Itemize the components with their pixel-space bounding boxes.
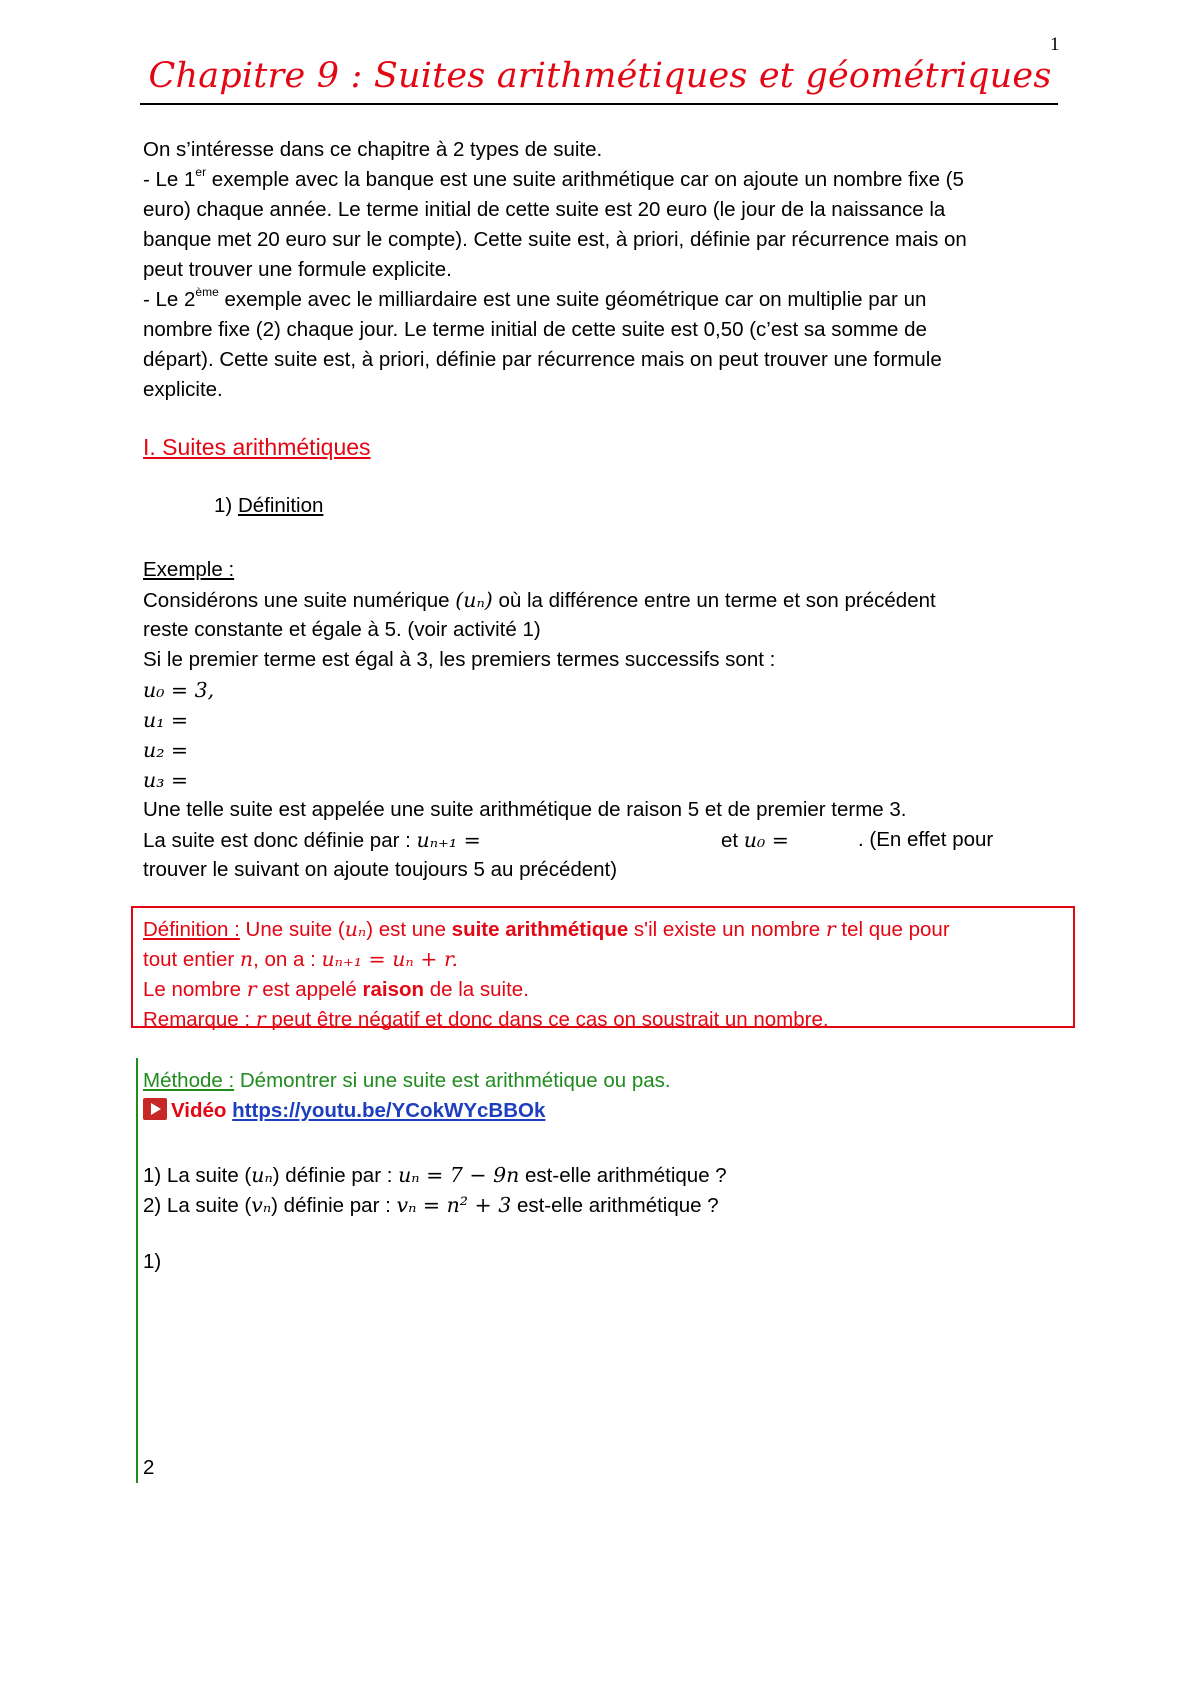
text: - Le 1	[143, 168, 196, 191]
example-line: reste constante et égale à 5. (voir activité 1)	[143, 618, 541, 641]
math: uₙ₊₁ = uₙ + r.	[321, 947, 459, 971]
intro-line: peut trouver une formule explicite.	[143, 258, 452, 281]
text: Le nombre	[143, 978, 247, 1001]
example-line: trouver le suivant on ajoute toujours 5 au précédent)	[143, 858, 618, 881]
text: tout entier	[143, 948, 240, 971]
definition-line	[143, 944, 1043, 974]
intro-line: On s’intéresse dans ce chapitre à 2 types de suite.	[143, 138, 603, 161]
math: u₀ =	[743, 828, 789, 852]
intro-paragraph	[143, 135, 1043, 405]
text: Considérons une suite numérique	[143, 589, 456, 612]
term-u2: u₂ =	[143, 738, 189, 762]
term-u1: u₁ =	[143, 708, 189, 732]
answer-1-label: 1)	[143, 1250, 162, 1273]
example-line: Si le premier terme est égal à 3, les premiers termes successifs sont :	[143, 648, 776, 671]
text: suite arithmétique	[451, 918, 629, 941]
math: vₙ = n² + 3	[396, 1193, 512, 1217]
title-underline	[140, 103, 1058, 105]
text: - Le 2	[143, 288, 196, 311]
intro-line: nombre fixe (2) chaque jour. Le terme initial de cette suite est 0,50 (c’est sa somme de	[143, 318, 927, 341]
text: peut être négatif et donc dans ce cas on soustrait un nombre.	[265, 1008, 829, 1031]
superscript: er	[195, 165, 207, 180]
subsection-number: 1)	[214, 494, 238, 517]
intro-line: banque met 20 euro sur le compte). Cette suite est, à priori, définie par récurrence mais on	[143, 228, 967, 251]
example-line: Une telle suite est appelée une suite arithmétique de raison 5 et de premier terme 3.	[143, 798, 907, 821]
method-title: Démontrer si une suite est arithmétique ou pas.	[234, 1069, 671, 1092]
term-u0: u₀ = 3,	[143, 678, 215, 702]
intro-line: euro) chaque année. Le terme initial de cette suite est 20 euro (le jour de la naissance la	[143, 198, 946, 221]
text: et	[721, 829, 744, 852]
video-link[interactable]: https://youtu.be/YCokWYcBBOk	[232, 1099, 546, 1122]
text: Une suite (	[239, 918, 345, 941]
text: tel que pour	[835, 918, 950, 941]
video-line	[143, 1096, 1043, 1130]
text: est-elle arithmétique ?	[519, 1164, 727, 1187]
method-block	[143, 1066, 1043, 1220]
text: 2) La suite (	[143, 1194, 252, 1217]
text: Remarque :	[143, 1008, 256, 1031]
subsection-title	[214, 494, 323, 518]
play-video-icon[interactable]	[143, 1098, 167, 1120]
math: uₙ₊₁ =	[416, 828, 481, 852]
superscript: ème	[195, 285, 219, 300]
method-heading	[143, 1066, 1043, 1096]
text: ) définie par :	[271, 1194, 397, 1217]
math: uₙ = 7 − 9n	[398, 1163, 520, 1187]
term-u3: u₃ =	[143, 768, 189, 792]
text: s'il existe un nombre	[628, 918, 826, 941]
text: où la différence entre un terme et son précédent	[492, 589, 936, 612]
example-line	[143, 825, 1043, 855]
text: exemple avec le milliardaire est une suite géométrique car on multiplie par un	[218, 288, 927, 311]
definition-text	[143, 914, 1043, 1034]
math: r	[255, 1007, 266, 1031]
text: ) est une	[366, 918, 452, 941]
example-block	[143, 555, 1043, 885]
text: de la suite.	[424, 978, 529, 1001]
text: ) définie par :	[272, 1164, 399, 1187]
math: uₙ	[251, 1163, 273, 1187]
blank-line	[143, 1130, 1043, 1160]
math: (uₙ)	[455, 588, 493, 612]
subsection-label: Définition	[237, 494, 324, 517]
text: raison	[362, 978, 425, 1001]
chapter-title: Chapitre 9 : Suites arithmétiques et géométriques	[148, 56, 1052, 96]
math: uₙ	[344, 917, 367, 941]
text: . (En effet pour	[858, 828, 994, 851]
text-fragment	[721, 825, 789, 856]
definition-line	[143, 974, 1043, 1004]
definition-label: Définition :	[143, 918, 240, 941]
question-2	[143, 1190, 1043, 1220]
video-label: Vidéo	[171, 1099, 227, 1122]
text: , on a :	[253, 948, 322, 971]
page-number: 1	[1050, 34, 1060, 55]
intro-line: explicite.	[143, 378, 223, 401]
text: est appelé	[256, 978, 363, 1001]
math: vₙ	[251, 1193, 272, 1217]
intro-line	[143, 285, 1043, 315]
intro-line	[143, 165, 1043, 195]
intro-line: départ). Cette suite est, à priori, définie par récurrence mais on peut trouver une formule	[143, 348, 942, 371]
method-rule	[136, 1058, 138, 1483]
method-label: Méthode :	[143, 1069, 235, 1092]
section-title: I. Suites arithmétiques	[143, 434, 371, 460]
text: 1) La suite (	[143, 1164, 252, 1187]
example-heading: Exemple :	[143, 558, 235, 581]
definition-line	[143, 1004, 1043, 1034]
math: r	[246, 977, 257, 1001]
answer-2-label: 2	[143, 1456, 155, 1479]
math: r	[825, 917, 836, 941]
question-1	[143, 1160, 1043, 1190]
text: exemple avec la banque est une suite arithmétique car on ajoute un nombre fixe (5	[206, 168, 964, 191]
text: est-elle arithmétique ?	[511, 1194, 719, 1217]
math: n	[239, 947, 254, 971]
example-line	[143, 585, 1043, 615]
text: La suite est donc définie par :	[143, 829, 417, 852]
definition-line	[143, 914, 1043, 944]
